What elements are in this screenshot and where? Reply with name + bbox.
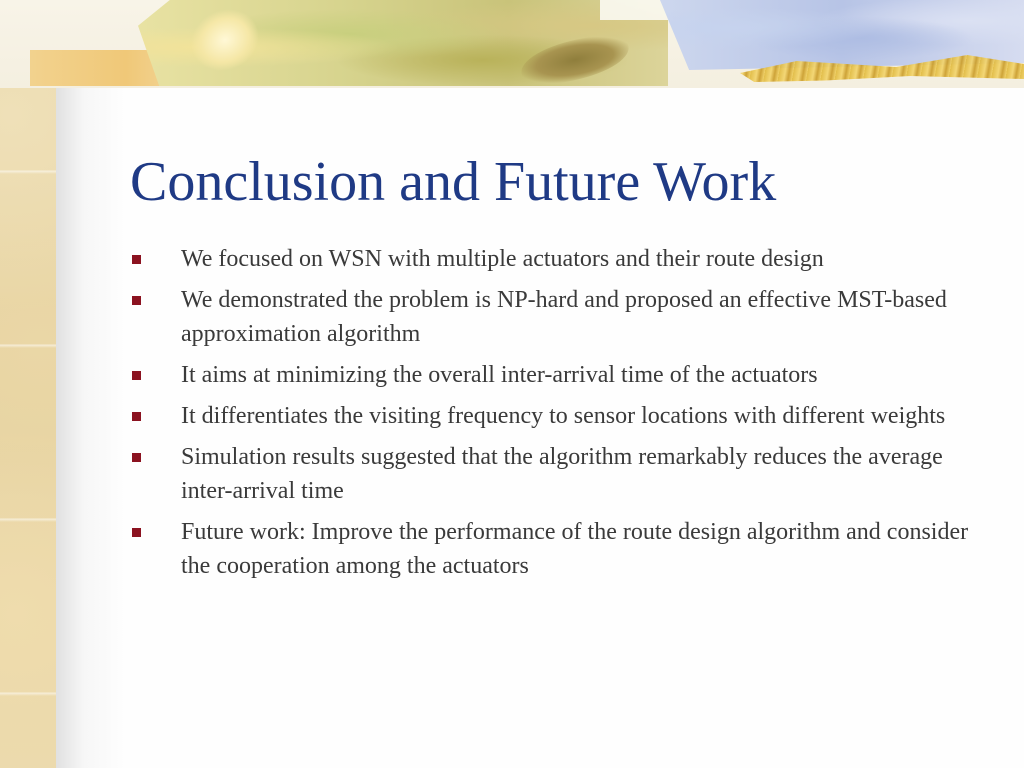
bullet-item bbox=[130, 242, 980, 276]
bullet-item bbox=[130, 515, 980, 583]
bullet-text: It differentiates the visiting frequency to sensor locations with different weights bbox=[181, 403, 946, 429]
bullet-text: We focused on WSN with multiple actuators and their route design bbox=[181, 246, 824, 272]
square-bullet-icon bbox=[132, 371, 141, 380]
bullet-list bbox=[130, 242, 980, 590]
page-shadow bbox=[56, 88, 126, 768]
bullet-text: Future work: Improve the performance of the route design algorithm and consider the cooperation among the actuators bbox=[181, 519, 969, 579]
bullet-text: Simulation results suggested that the algorithm remarkably reduces the average inter-arrival time bbox=[181, 444, 943, 504]
bullet-item bbox=[130, 399, 980, 433]
parchment-strip bbox=[0, 0, 56, 768]
square-bullet-icon bbox=[132, 255, 141, 264]
bullet-item bbox=[130, 283, 980, 351]
header-decoration bbox=[0, 0, 1024, 88]
square-bullet-icon bbox=[132, 453, 141, 462]
bullet-text: It aims at minimizing the overall inter-arrival time of the actuators bbox=[181, 362, 818, 388]
bullet-item bbox=[130, 440, 980, 508]
bullet-item bbox=[130, 358, 980, 392]
square-bullet-icon bbox=[132, 412, 141, 421]
square-bullet-icon bbox=[132, 296, 141, 305]
bullet-text: We demonstrated the problem is NP-hard and proposed an effective MST-based approximation algorithm bbox=[181, 287, 947, 347]
square-bullet-icon bbox=[132, 528, 141, 537]
slide-title: Conclusion and Future Work bbox=[130, 151, 777, 213]
